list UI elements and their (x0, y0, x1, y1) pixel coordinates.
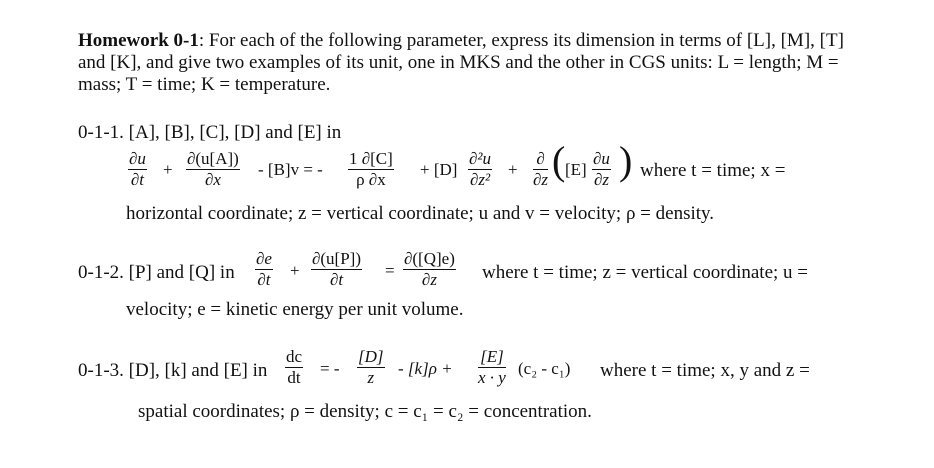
problem-1-where: where t = time; x = (640, 160, 786, 181)
eq2-term-flux-p: $\frac{\partial(u[P])}{\partial t}$ (312, 249, 361, 289)
eq3-concentration-diff: (c₂ - c₁) (518, 359, 571, 378)
eq2-plus: + (290, 261, 300, 280)
eq1-plus-2: + (508, 160, 518, 179)
problem-2-lead: 0-1-2. [P] and [Q] in (78, 262, 235, 283)
eq1-diffusion-coef: + [D] (420, 160, 458, 179)
eq1-second-derivative: $\frac{\text{∂²u}}{\text{∂z²}}$ (469, 149, 491, 189)
intro-text: : For each of the following parameter, express its dimension in terms of [L], [M], [T] and [K], and give two examples of its unit, one in MKS and the other in CGS units: L = length; M = mass; T = time; K = temperature. (78, 30, 844, 95)
eq1-term-advection: $\frac{\partial(u[A])}{\partial x}$ (187, 149, 239, 189)
eq3-term-dc-dt: $\frac{dc}{dt}$ (286, 347, 303, 387)
eq1-pressure-term: $\frac{1 \partial[C]}{\rho \partial x}$ (349, 149, 393, 189)
problem-1-lead: 0-1-1. [A], [B], [C], [D] and [E] in (78, 122, 342, 143)
eq3-term-d-over-z: $\frac{[D]}{z}$ (358, 347, 384, 387)
intro-paragraph (78, 30, 868, 96)
eq1-plus: + (163, 160, 173, 179)
eq2-equals: = (385, 261, 395, 280)
eq2-term-flux-q: $\frac{\partial([Q]e)}{\partial z}$ (404, 249, 455, 289)
problem-2-definitions: velocity; e = kinetic energy per unit volume. (126, 299, 464, 320)
eq1-coriolis-term: - [B]v = - (258, 160, 323, 179)
eq1-e-coef: [E] (565, 160, 587, 179)
eq1-inner-derivative: $\frac{\partial u}{\partial z}$ (593, 149, 610, 189)
eq1-right-paren: ) (619, 138, 633, 183)
problem-1-definitions: horizontal coordinate; z = vertical coordinate; u and v = velocity; ρ = density. (126, 203, 715, 224)
problem-3-definitions: spatial coordinates; ρ = density; c = c₁ = c₂ = concentration. (138, 401, 592, 422)
eq2-term-de-dt: $\frac{\partial e}{\partial t}$ (256, 249, 272, 289)
eq1-outer-derivative: ∂ ∂z (533, 149, 549, 189)
problem-2-where: where t = time; z = vertical coordinate; u = (482, 262, 808, 283)
homework-title: Homework 0-1 (78, 30, 199, 51)
eq3-decay-term: - [k]ρ + (398, 359, 453, 378)
problem-3-lead: 0-1-3. [D], [k] and [E] in (78, 360, 268, 381)
problem-3-where: where t = time; x, y and z = (600, 360, 810, 381)
eq3-equals-minus: = - (320, 359, 340, 378)
eq1-term-du-dt: $\frac{\partial u}{\partial t}$ (129, 149, 146, 189)
eq1-left-paren: ( (552, 138, 566, 183)
eq3-term-e-over-xy: $\frac{[E]}{x \cdot y}$ (478, 347, 506, 387)
